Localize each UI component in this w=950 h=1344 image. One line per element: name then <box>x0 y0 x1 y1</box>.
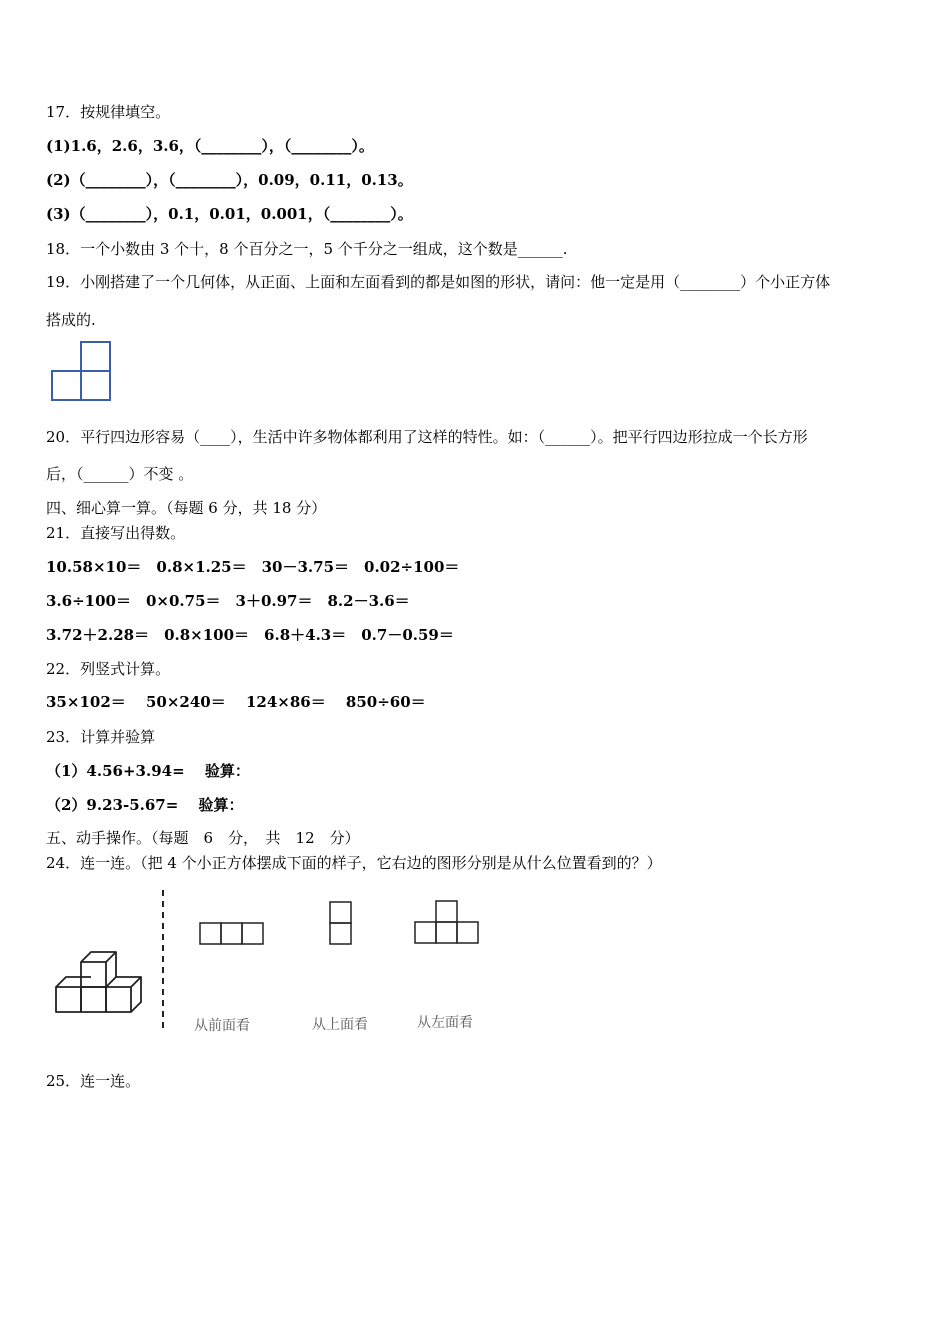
q20-line-2: 后，（______）不变 。 <box>46 465 194 483</box>
q21-row-3: 3.72＋2.28＝ 0.8×100＝ 6.8＋4.3＝ 0.7－0.59＝ <box>46 626 454 644</box>
q23-title: 23．计算并验算 <box>46 728 156 746</box>
caption-left-view: 从左面看 <box>417 1015 473 1031</box>
q22-row-1: 35×102＝ 50×240＝ 124×86＝ 850÷60＝ <box>46 693 426 711</box>
q24-title: 24．连一连。（把 4 个小正方体摆成下面的样子，它右边的图形分别是从什么位置看到的？） <box>46 854 662 872</box>
q17-line-2: (2)（________），（________），0.09，0.11，0.13。 <box>46 171 413 189</box>
q23-row-1: （1）4.56+3.94= 验算： <box>46 762 250 780</box>
q18-text: 18．一个小数由 3 个十，8 个百分之一，5 个千分之一组成，这个数是______. <box>46 240 568 258</box>
caption-front-view: 从前面看 <box>194 1018 250 1034</box>
q19-line-2: 搭成的. <box>46 311 96 329</box>
q25-title: 25．连一连。 <box>46 1072 141 1090</box>
q19-line-1: 19．小刚搭建了一个几何体，从正面、上面和左面看到的都是如图的形状，请问：他一定是用（________）个小正方体 <box>46 273 831 291</box>
q21-row-1: 10.58×10＝ 0.8×1.25＝ 30－3.75＝ 0.02÷100＝ <box>46 558 460 576</box>
q23-row-2: （2）9.23-5.67= 验算： <box>46 796 244 814</box>
q21-title: 21．直接写出得数。 <box>46 524 186 542</box>
q22-title: 22．列竖式计算。 <box>46 660 171 678</box>
q21-row-2: 3.6÷100＝ 0×0.75＝ 3＋0.97＝ 8.2－3.6＝ <box>46 592 410 610</box>
section-5-title: 五、动手操作。（每题 6 分， 共 12 分） <box>46 829 360 847</box>
section-4-title: 四、细心算一算。（每题 6 分，共 18 分） <box>46 499 327 517</box>
q17-line-3: (3)（________），0.1，0.01，0.001，（________）。 <box>46 205 413 223</box>
caption-top-view: 从上面看 <box>312 1017 368 1033</box>
q17-line-1: (1)1.6，2.6，3.6，（________），（________）。 <box>46 137 374 155</box>
q17-title: 17．按规律填空。 <box>46 103 171 121</box>
q19-shape-figure <box>50 340 114 402</box>
q20-line-1: 20．平行四边形容易（____），生活中许多物体都利用了这样的特性。如：（______）。把平行四边形拉成一个长方形 <box>46 428 808 446</box>
